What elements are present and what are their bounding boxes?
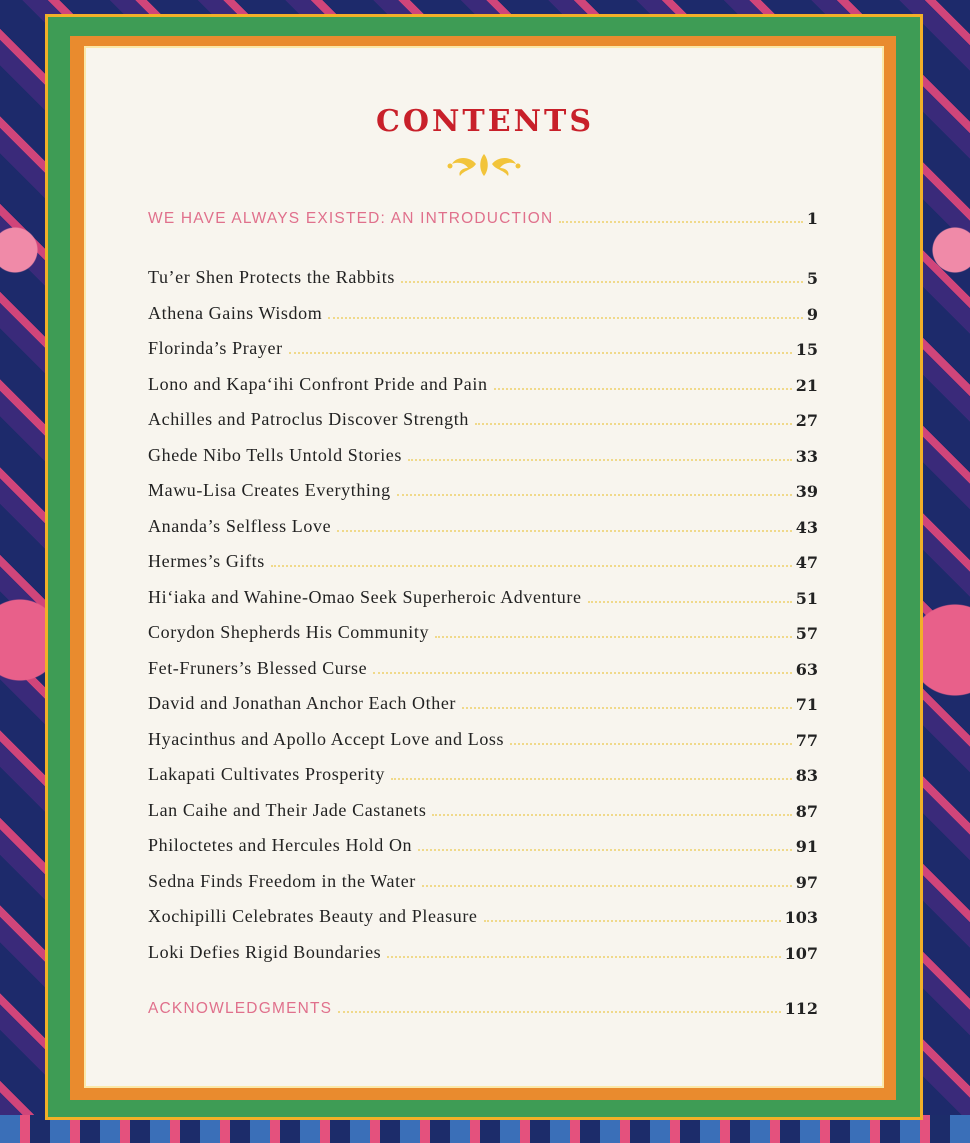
toc-page-number: 87 xyxy=(795,801,818,821)
dot-leader xyxy=(401,281,803,283)
dot-leader xyxy=(422,885,792,887)
dot-leader xyxy=(494,388,792,390)
toc-entry[interactable] xyxy=(148,371,818,395)
dot-leader xyxy=(373,672,792,674)
dot-leader xyxy=(289,352,792,354)
toc-page-number: 112 xyxy=(784,999,818,1018)
dot-leader xyxy=(397,494,792,496)
toc-entry-title: Florinda’s Prayer xyxy=(148,338,283,358)
toc-entry-title: Hi‘iaka and Wahine-Omao Seek Superheroic Adventure xyxy=(148,586,582,607)
toc-page-number: 33 xyxy=(795,446,818,466)
toc-entry-title: Mawu-Lisa Creates Everything xyxy=(148,480,391,500)
toc-entry[interactable] xyxy=(148,442,818,466)
toc-entry[interactable] xyxy=(148,726,818,750)
dot-leader xyxy=(418,849,792,851)
toc-entry[interactable] xyxy=(148,619,818,643)
toc-section-entry[interactable] xyxy=(148,204,818,228)
toc-entry-title: Achilles and Patroclus Discover Strength xyxy=(148,409,469,429)
toc-page-number: 15 xyxy=(795,340,818,359)
toc-entry[interactable] xyxy=(148,300,818,324)
toc-entry[interactable] xyxy=(148,335,818,359)
toc-entry-title: Tu’er Shen Protects the Rabbits xyxy=(148,267,395,287)
dot-leader xyxy=(559,221,803,223)
toc-page-number: 103 xyxy=(784,908,818,927)
dot-leader xyxy=(432,814,791,816)
toc-entry-title: Sedna Finds Freedom in the Water xyxy=(148,870,416,891)
dot-leader xyxy=(475,423,792,425)
toc-page-number: 47 xyxy=(795,553,818,572)
dot-leader xyxy=(391,778,792,780)
toc-entry-title: David and Jonathan Anchor Each Other xyxy=(148,693,457,713)
page-title: CONTENTS xyxy=(375,104,595,139)
toc-page-number: 83 xyxy=(795,766,818,785)
toc-page-number: 91 xyxy=(795,837,818,856)
toc-entry[interactable] xyxy=(148,690,818,714)
toc-entry[interactable] xyxy=(148,548,818,572)
toc-entry-title: Fet-Fruners’s Blessed Curse xyxy=(148,657,368,678)
toc-page-number: 71 xyxy=(795,695,818,714)
dot-leader xyxy=(387,956,780,958)
dot-leader xyxy=(588,601,792,603)
dot-leader xyxy=(338,1011,780,1013)
dot-leader xyxy=(462,707,792,709)
toc-page-number: 21 xyxy=(795,375,818,395)
toc-entry-title: Lakapati Cultivates Prosperity xyxy=(148,764,385,784)
toc-entry-title: Ghede Nibo Tells Untold Stories xyxy=(148,444,402,465)
toc-entry-title: Philoctetes and Hercules Hold On xyxy=(148,835,413,855)
toc-page-number: 27 xyxy=(795,411,818,430)
toc-page-number: 1 xyxy=(806,209,818,228)
toc-page-number: 107 xyxy=(784,943,818,963)
toc-page-number: 51 xyxy=(795,588,818,608)
toc-entry-title: ACKNOWLEDGMENTS xyxy=(148,1000,333,1017)
toc-entry-title: Athena Gains Wisdom xyxy=(148,302,323,323)
toc-entry[interactable] xyxy=(148,655,818,679)
dot-leader xyxy=(328,317,803,319)
toc-entry[interactable] xyxy=(148,584,818,608)
toc-page-number: 77 xyxy=(795,730,818,750)
toc-page-number: 57 xyxy=(795,624,818,643)
toc-page-number: 63 xyxy=(795,659,818,679)
toc-entry[interactable] xyxy=(148,761,818,785)
toc-entry[interactable] xyxy=(148,406,818,430)
toc-entry-title: Lono and Kapa‘ihi Confront Pride and Pain xyxy=(148,373,488,394)
toc-entry-title: Lan Caihe and Their Jade Castanets xyxy=(148,799,427,820)
dot-leader xyxy=(484,920,781,922)
toc-page-number: 9 xyxy=(806,304,818,324)
toc-entry-title: Hermes’s Gifts xyxy=(148,551,265,571)
toc-entry-title: Xochipilli Celebrates Beauty and Pleasure xyxy=(148,906,478,926)
dot-leader xyxy=(510,743,792,745)
toc-entry[interactable] xyxy=(148,832,818,856)
toc-entry[interactable] xyxy=(148,477,818,501)
toc-entry-title: Loki Defies Rigid Boundaries xyxy=(148,941,382,962)
toc-section-entry[interactable] xyxy=(148,994,818,1018)
toc-entry-title: Ananda’s Selfless Love xyxy=(148,515,332,536)
toc-page-number: 39 xyxy=(795,482,818,501)
toc-entry[interactable] xyxy=(148,264,818,288)
toc-entry[interactable] xyxy=(148,903,818,927)
toc-entry[interactable] xyxy=(148,939,818,963)
toc-page-number: 97 xyxy=(795,872,818,892)
toc-entry-title: Hyacinthus and Apollo Accept Love and Loss xyxy=(148,728,505,749)
toc-entry-title: Corydon Shepherds His Community xyxy=(148,622,430,642)
toc-entry[interactable] xyxy=(148,868,818,892)
flourish-ornament-icon xyxy=(446,150,522,180)
toc-page-number: 5 xyxy=(806,269,818,288)
toc-page-number: 43 xyxy=(795,517,818,537)
toc-entry[interactable] xyxy=(148,513,818,537)
toc-entry[interactable] xyxy=(148,797,818,821)
toc-entry-title: WE HAVE ALWAYS EXISTED: AN INTRODUCTION xyxy=(148,210,554,227)
dot-leader xyxy=(271,565,792,567)
dot-leader xyxy=(435,636,792,638)
dot-leader xyxy=(337,530,792,532)
dot-leader xyxy=(408,459,792,461)
